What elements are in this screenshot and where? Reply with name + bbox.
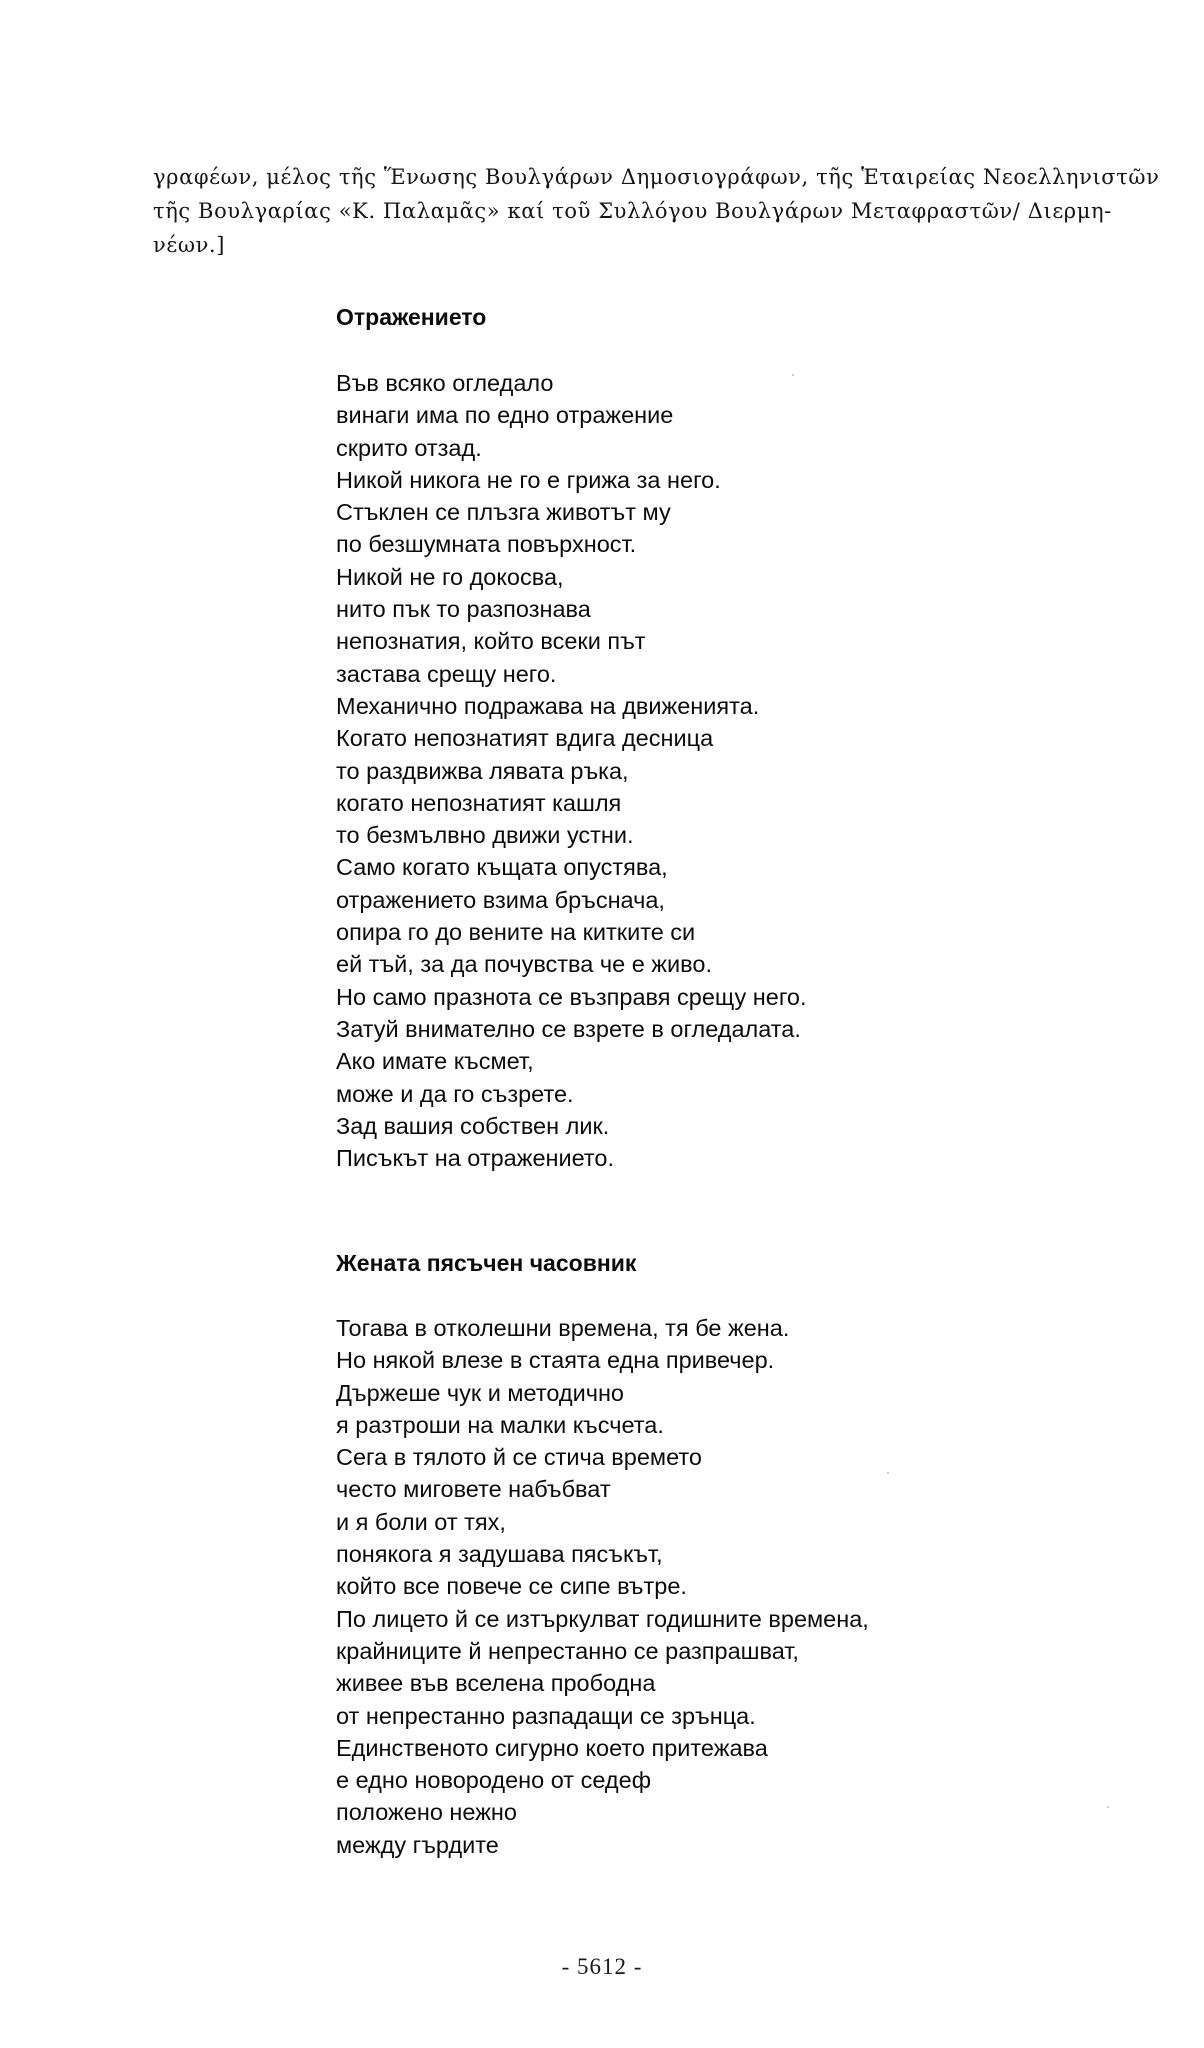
scan-speck [792,374,794,376]
poem-line: Във всяко огледало [336,370,554,396]
intro-line: γραφέων, μέλος τῆς Ἕνωσης Βουλγάρων Δημοσιογράφων, τῆς Ἑταιρείας Νεοελληνιστῶν [153,165,1160,189]
poem-line: Но само празнота се възправя срещу него. [336,983,807,1010]
poem-line: Ако имате късмет, [336,1048,534,1075]
poem-line: нито пък то разпознава [336,596,591,623]
scan-speck [1107,1806,1109,1808]
poem-line: от непрестанно разпадащи се зрънца. [336,1702,756,1729]
poem-line: може и да го съзрете. [336,1080,574,1107]
poem-line: Единственото сигурно което притежава [336,1734,768,1761]
poem-line: който все повече се сипе вътре. [336,1573,687,1600]
poem-line: опира го до вените на китките си [336,919,696,946]
scan-speck [887,1472,889,1474]
poem-line: непознатия, който всеки път [336,628,646,655]
poem-body [336,1312,869,1861]
poem-line: я разтроши на малки късчета. [336,1411,664,1438]
poem-line: Сега в тялото й се стича времето [336,1444,702,1471]
poem-line: Никой никога не го е грижа за него. [336,466,721,493]
poem-title: Жената пясъчен часовник [336,1250,637,1276]
poem-line: отражението взима бръснача, [336,886,665,913]
poem-line: е едно новородено от седеф [336,1767,652,1794]
poem-line: по безшумната повърхност. [336,531,637,558]
poem-line: когато непознатият кашля [336,789,622,816]
poem-line: положено нежно [336,1799,517,1826]
poem-line: понякога я задушава пясъкът, [336,1541,663,1568]
poem-line: Писъкът на отражението. [336,1145,615,1172]
poem-line: скрито отзад. [336,434,482,461]
poem-line: то безмълвно движи устни. [336,822,634,849]
poem-line: Когато непознатият вдига десница [336,725,714,752]
poem-line: По лицето й се изтъркулват годишните времена, [336,1605,869,1632]
poem-line: Затуй внимателно се взрете в огледалата. [336,1015,801,1042]
poem-line: Зад вашия собствен лик. [336,1112,610,1139]
poem-body [336,367,806,1174]
poem-line: винаги има по едно отражение [336,402,674,429]
poem-line: често миговете набъбват [336,1476,611,1503]
poem-title: Отражението [336,304,487,330]
poem-line: ей тъй, за да почувства че е живо. [336,951,712,978]
poem-line: Държеше чук и методично [336,1379,625,1406]
poem-line: Тогава в отколешни времена, тя бе жена. [336,1315,790,1341]
intro-line: νέων.] [153,233,226,257]
poem-line: Механично подражава на движенията. [336,692,760,719]
page-number: - 5612 - [561,1954,643,1979]
poem-line: Само когато къщата опустява, [336,854,668,881]
poem-line: живее във вселена прободна [336,1670,656,1697]
poem-line: между гърдите [336,1831,499,1858]
poem-line: крайниците й непрестанно се разпрашват, [336,1637,799,1664]
poem-line: и я боли от тях, [336,1508,506,1535]
intro-line: τῆς Βουλγαρίας «Κ. Παλαμᾶς» καί τοῦ Συλλόγου Βουλγάρων Μεταφραστῶν/ Διερμη- [153,199,1112,223]
poem-line: Стъклен се плъзга животът му [336,499,671,526]
intro-paragraph [153,160,1160,262]
poem-line: Никой не го докосва, [336,563,564,590]
poem-line: застава срещу него. [336,660,557,687]
poem-line: Но някой влезе в стаята една привечер. [336,1347,775,1374]
poem-line: то раздвижва лявата ръка, [336,757,629,784]
